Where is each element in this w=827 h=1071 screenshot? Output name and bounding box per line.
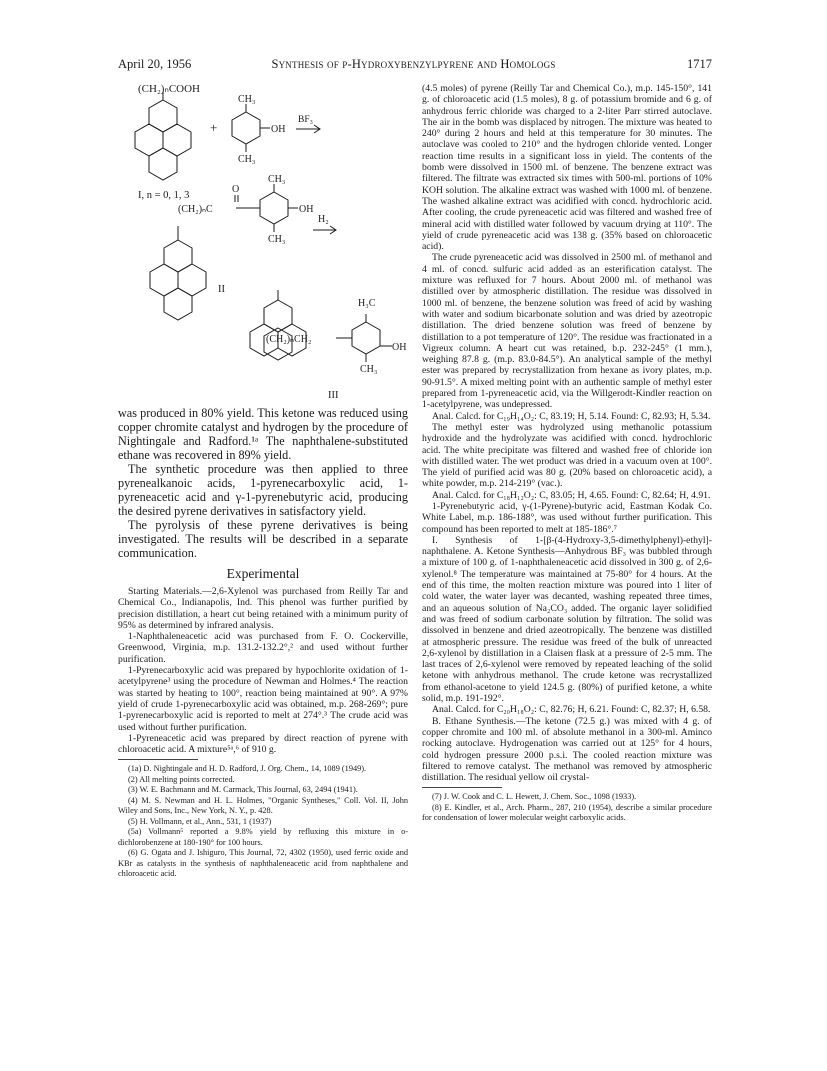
analysis-line: Anal. Calcd. for C₁₉H₁₄O₂: C, 83.19; H, 5.14. Found: C, 82.93; H, 5.34. (432, 410, 711, 422)
acid-label: (CH₂)ₙCOOH (138, 83, 200, 95)
methyl-bottom-label: CH₃ (238, 154, 256, 165)
footnote: (2) All melting points corrected. (128, 774, 235, 784)
reaction-scheme (118, 80, 408, 405)
paragraph: B. Ethane Synthesis.—The ketone (72.5 g.) was mixed with 4 g. of copper chromite and 100 ml. of absolute methanol in a 300-ml. Aminco rocking autoclave. Hydrogenation was carried out at 125° for 4 hours, cold hydrogen pressure 2000 p.s.i. The cooled reaction mixture was filtered to remove catalyst. The methanol was removed by atmospheric distillation. The residual yellow oil crystal- (422, 715, 712, 784)
pyrene-ring-II (150, 226, 206, 320)
paragraph: The pyrolysis of these pyrene derivatives is being investigated. The results will be described in a separate communication. (118, 518, 408, 560)
running-title: Synthesis of p-Hydroxybenzylpyrene and Homologs (271, 57, 556, 71)
header-date: April 20, 1956 (118, 57, 192, 71)
compound-III-label: III (328, 390, 339, 401)
paragraph: I. Synthesis of 1-[β-(4-Hydroxy-3,5-dimethylphenyl)-ethyl]-naphthalene. A. Ketone Synthesis—Anhydrous BF₃ was bubbled through a mixture of 100 g. of 1-naphthaleneacetic acid dissolved in 300 g. of 2,6-xylenol.⁸ The temperature was maintained at 75-80° for 4 hours. At the end of this time, the molten reaction mixture was poured into 1 liter of cold water, the water layer was decanted, washing repeated three times, and an aqueous solution of Na₂CO₃ added. The organic layer solidified and was freed of sodium carbonate solution by filtration. The solid was dissolved in benzene and dried azeotropically. The benzene was distilled at atmospheric pressure. The residue was freed of the bulk of unreacted 2,6-xylenol by distillation in a Claisen flask at a pressure of 2-5 mm. The last traces of 2,6-xylenol were removed by repeated leaching of the solid ketone with anhydrous methanol. The crude ketone was recrystallized from ethanol-acetone to yield 124.5 g. (80%) of purified ketone, a white solid, m.p. 191-192°. (422, 534, 712, 705)
footnote-rule (422, 787, 502, 788)
footnote: (7) J. W. Cook and C. L. Hewett, J. Chem. Soc., 1098 (1933). (432, 792, 637, 802)
phenol-ring-III (336, 314, 392, 362)
compound-II-label: II (218, 284, 225, 295)
compound-I-label: I, n = 0, 1, 3 (138, 190, 190, 201)
footnote: (1a) D. Nightingale and H. D. Radford, J. Org. Chem., 14, 1089 (1949). (128, 764, 367, 774)
section-heading: Experimental (226, 566, 300, 581)
h3c-label: H₃C (358, 298, 376, 309)
methyl-II-top-label: CH₃ (268, 174, 286, 185)
analysis-line: Anal. Calcd. for C₁₈H₁₂O₂: C, 83.05; H, 4.65. Found: C, 82.64; H, 4.91. (432, 489, 711, 501)
paragraph: 1-Pyrenebutyric acid, γ-(1-Pyrene)-butyric acid, Eastman Kodak Co. White Label, m.p. 186-188°, was used without further purification. This compound has been reported to melt at 185-186°.⁷ (422, 500, 712, 535)
paragraph: The methyl ester was hydrolyzed using methanolic potassium hydroxide and the hydrolyzate was acidified with concd. hydrochloric acid. The white precipitate was filtered and washed free of chloride ion with distilled water. The wet product was dried in a vacuum oven at 100°. The yield of purified acid was 80 g. (20% based on chloroacetic acid), a white powder, m.p. 214-219° (vac.). (422, 421, 712, 490)
footnote-rule (118, 759, 198, 760)
hydroxyl-label: OH (271, 124, 286, 135)
reaction-scheme-drawing (118, 80, 408, 405)
analysis-line: Anal. Calcd. for C₂₀H₁₈O₂: C, 82.76; H, 6.21. Found: C, 82.37; H, 6.58. (432, 704, 711, 716)
footnote: (5) H. Vollmann, et al., Ann., 531, 1 (1937) (128, 816, 272, 826)
xylenol-ring (232, 104, 270, 152)
footnote: (3) W. E. Bachmann and M. Carmack, This Journal, 63, 2494 (1941). (128, 785, 358, 795)
pyrene-ring-III (250, 290, 306, 360)
ketone-chain-label: (CH₂)ₙC (178, 204, 213, 215)
right-column (422, 83, 712, 824)
hydroxyl-III-label: OH (392, 342, 407, 353)
paragraph: 1-Naphthaleneacetic acid was purchased from F. O. Cockerville, Greenwood, Virginia, m.p. 131.2-132.2°,² and used without further purification. (118, 631, 408, 665)
methyl-top-label: CH₃ (238, 94, 256, 105)
bf3-reagent: BF₃ (298, 115, 313, 125)
footnote: (6) G. Ogata and J. Ishiguro, This Journal, 72, 4302 (1950), used ferric oxide and KBr as catalysts in the synthesis of naphthaleneacetic acid from naphthalene and chloroacetic acid. (118, 848, 408, 879)
paragraph: The crude pyreneacetic acid was dissolved in 2500 ml. of methanol and 4 ml. of concd. sulfuric acid added as an esterification catalyst. The mixture was refluxed for 7 hours. About 2000 ml. of methanol was distilled over by atmospheric distillation. The residue was dissolved in 1000 ml. of benzene, the benzene solution was freed of acid by washing with water and sodium bicarbonate solution and was dried by azeotropic distillation. The dried benzene solution was freed of benzene by distillation to a pot temperature of 120°. The residue was fractionated in a Vigreux column. A heart cut was retained, b.p. 232-245° (1 mm.), weighing 87.8 g. (m.p. 83.0-84.5°). An analytical sample of the methyl ester was prepared by recrystallization from hexane as ivory plates, m.p. 90-91.5°. A mixed melting point with an authentic sample of methyl ester prepared from 1-pyreneacetic acid, via the Willgerodt-Kindler reaction on 1-acetylpyrene, was undepressed. (422, 252, 712, 411)
phenol-ring-II (235, 184, 298, 232)
footnote: (5a) Vollmann⁵ reported a 9.8% yield by refluxing this mixture in o-dichlorobenzene at 180-190° for 100 hours. (118, 827, 408, 847)
methyl-III-label: CH₃ (360, 364, 378, 375)
hydroxyl-II-label: OH (299, 204, 314, 215)
left-column (118, 406, 408, 880)
pyrene-ring-I (135, 92, 191, 180)
footnote: (8) E. Kindler, et al., Arch. Pharm., 287, 210 (1954), describe a similar procedure for condensation of lower molecular weight carboxylic acids. (422, 802, 712, 823)
carbonyl-oxygen-label: O (232, 184, 240, 195)
paragraph: The synthetic procedure was then applied to three pyrenealkanoic acids, 1-pyrenecarboxylic acid, 1-pyreneacetic acid and γ-1-pyrenebutyric acid, producing the desired pyrene derivatives in satisfactory yield. (118, 462, 408, 518)
paragraph: 1-Pyreneacetic acid was prepared by direct reaction of pyrene with chloroacetic acid. A mixture⁵ᵃ,⁶ of 910 g. (118, 732, 408, 756)
paragraph: (4.5 moles) of pyrene (Reilly Tar and Chemical Co.), m.p. 145-150°, 141 g. of chloroacetic acid (1.5 moles), 8 g. of potassium bromide and 6 g. of anhydrous ferric chloride was charged to a 2-liter Parr stirred autoclave. The air in the bomb was displaced by nitrogen. The mixture was heated to 240° during 2 hours and held at this temperature for 30 minutes. The autoclave was cooled to 210° and the hydrogen chloride vented. Longer reaction time results in a significant loss in yield. The contents of the bomb were dissolved in 1500 ml. of benzene. The benzene extract was filtered. The filtrate was extracted six times with 500-ml. portions of 10% KOH solution. The alkaline extract was washed with 1000 ml. of benzene. The washed alkaline extract was acidified with concd. hydrochloric acid. After cooling, the crude pyreneacetic acid was filtered and washed free of mineral acid with distilled water followed by vacuum drying at 110°. The yield of crude pyreneacetic acid was 138 g. (35% based on chloroacetic acid). (422, 83, 712, 253)
plus-sign: + (210, 120, 218, 135)
paragraph: Starting Materials.—2,6-Xylenol was purchased from Reilly Tar and Chemical Co., Indianapolis, Ind. This phenol was further purified by precision distillation, a heart cut being retained with a minimum purity of 95% as determined by infrared analysis. (118, 586, 408, 631)
footnote: (4) M. S. Newman and H. L. Holmes, "Organic Syntheses," Coll. Vol. II, John Wiley and Sons, Inc., New York, N. Y., p. 428. (118, 795, 408, 816)
h2-reagent: H₂ (318, 214, 329, 225)
methyl-II-bottom-label: CH₃ (268, 234, 286, 245)
page-number: 1717 (687, 57, 712, 71)
paragraph: 1-Pyrenecarboxylic acid was prepared by hypochlorite oxidation of 1-acetylpyrene³ using the procedure of Newman and Holmes.⁴ The reaction was started by heating to 100°, reaction being maintained at 90°. A 97% yield of crude 1-pyrenecarboxylic acid was obtained, m.p. 268-269°; pure 1-pyrenecarboxylic acid is reported to melt at 274°.³ The crude acid was used without further purification. (118, 665, 408, 733)
ethane-chain-label: (CH₂)ₙCH₂ (266, 334, 312, 345)
paragraph: was produced in 80% yield. This ketone was reduced using copper chromite catalyst and hydrogen by the procedure of Nightingale and Radford.¹ᵃ The naphthalene-substituted ethane was recovered in 89% yield. (118, 406, 408, 462)
